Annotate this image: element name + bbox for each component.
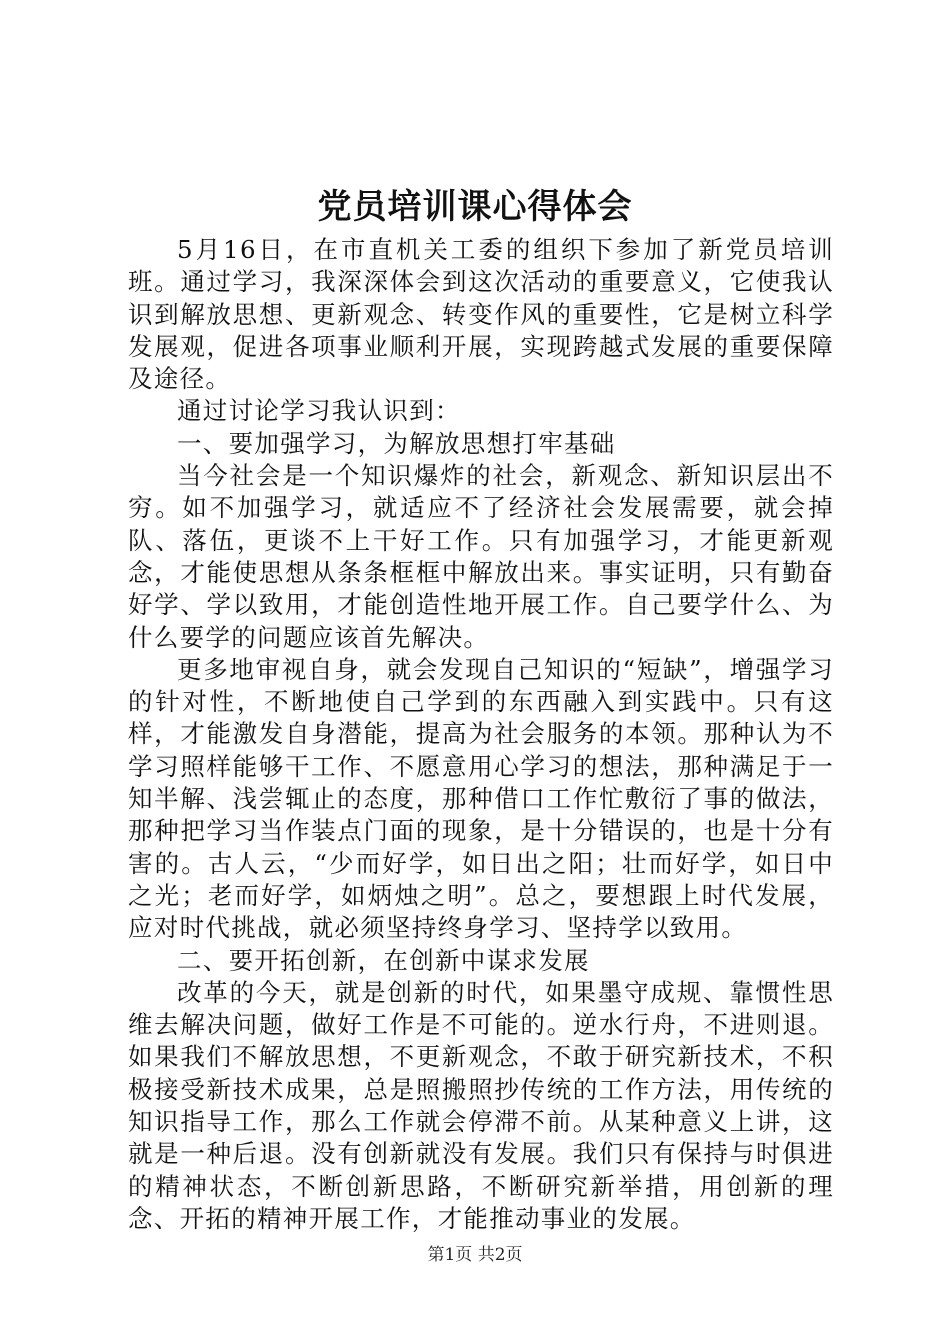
document-body xyxy=(128,234,834,1235)
paragraph-innovation: 改革的今天，就是创新的时代，如果墨守成规、靠惯性思维去解决问题，做好工作是不可能的。逆水行舟，不进则退。如果我们不解放思想，不更新观念，不敢于研究新技术，不积极接受新技术成果，总是照搬照抄传统的工作方法，用传统的知识指导工作，那么工作就会停滞不前。从某种意义上讲，这就是一种后退。没有创新就没有发展。我们只有保持与时俱进的精神状态，不断创新思路，不断研究新举措，用创新的理念、开拓的精神开展工作，才能推动事业的发展。 xyxy=(128,977,834,1233)
paragraph-lead: 通过讨论学习我认识到： xyxy=(177,396,461,426)
page-footer: 第1页 共2页 xyxy=(427,1245,523,1265)
paragraph-learning: 当今社会是一个知识爆炸的社会，新观念、新知识层出不穷。如不加强学习，就适应不了经济社会发展需要，就会掉队、落伍，更谈不上干好工作。只有加强学习，才能更新观念，才能使思想从条条框框中解放出来。事实证明，只有勤奋好学、学以致用，才能创造性地开展工作。自己要学什么、为什么要学的问题应该首先解决。 xyxy=(128,461,834,652)
paragraph-self-review: 更多地审视自身，就会发现自己知识的“短缺”，增强学习的针对性，不断地使自己学到的东西融入到实践中。只有这样，才能激发自身潜能，提高为社会服务的本领。那种认为不学习照样能够干工作、不愿意用心学习的想法，那种满足于一知半解、浅尝辄止的态度，那种借口工作忙敷衍了事的做法，那种把学习当作装点门面的现象，是十分错误的，也是十分有害的。古人云，“少而好学，如日出之阳；壮而好学，如日中之光；老而好学，如炳烛之明”。总之，要想跟上时代发展，应对时代挑战，就必须坚持终身学习、坚持学以致用。 xyxy=(128,654,834,943)
document-title: 党员培训课心得体会 xyxy=(317,187,633,227)
paragraph-intro: 5月16日，在市直机关工委的组织下参加了新党员培训班。通过学习，我深深体会到这次活动的重要意义，它使我认识到解放思想、更新观念、转变作风的重要性，它是树立科学发展观，促进各项事业顺利开展，实现跨越式发展的重要保障及途径。 xyxy=(128,235,834,394)
section-heading-2: 二、要开拓创新，在创新中谋求发展 xyxy=(177,945,590,975)
section-heading-1: 一、要加强学习，为解放思想打牢基础 xyxy=(177,428,616,458)
